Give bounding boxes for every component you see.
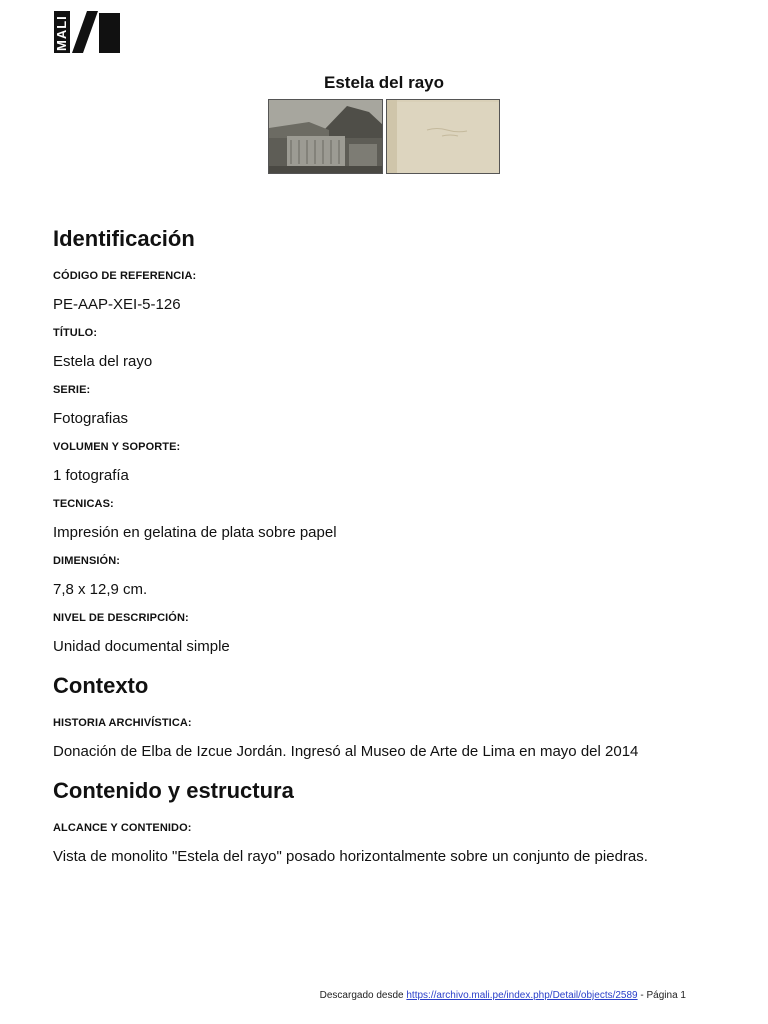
- field-value-nivel: Unidad documental simple: [53, 638, 230, 655]
- field-label-codigo: CÓDIGO DE REFERENCIA:: [53, 270, 197, 282]
- document-title: Estela del rayo: [323, 73, 444, 92]
- logo-text: MALI: [54, 15, 69, 51]
- source-link[interactable]: https://archivo.mali.pe/index.php/Detail/objects/2589: [406, 990, 638, 1001]
- field-value-serie: Fotografias: [53, 410, 129, 427]
- field-label-dimension: DIMENSIÓN:: [53, 555, 120, 567]
- field-value-historia: Donación de Elba de Izcue Jordán. Ingresó al Museo de Arte de Lima en mayo del 2014: [53, 743, 639, 760]
- footer-page-number: - Página 1: [640, 990, 686, 1001]
- field-label-tecnicas: TECNICAS:: [53, 498, 114, 510]
- section-heading-identificacion: Identificación: [53, 226, 195, 251]
- field-label-nivel: NIVEL DE DESCRIPCIÓN:: [53, 612, 189, 624]
- mali-logo[interactable]: [54, 11, 120, 53]
- photo-front-thumbnail[interactable]: [268, 99, 383, 174]
- photo-back-thumbnail[interactable]: [386, 99, 500, 174]
- field-value-titulo: Estela del rayo: [53, 353, 153, 370]
- field-label-volumen: VOLUMEN Y SOPORTE:: [53, 441, 181, 453]
- field-value-dimension: 7,8 x 12,9 cm.: [53, 581, 148, 598]
- section-heading-contexto: Contexto: [53, 673, 149, 698]
- footer-prefix: Descargado desde: [319, 990, 404, 1001]
- field-value-alcance: Vista de monolito "Estela del rayo" posado horizontalmente sobre un conjunto de piedras.: [53, 848, 648, 865]
- page-footer: [320, 990, 686, 1001]
- thumbnail-strip: [268, 99, 500, 174]
- field-label-alcance: ALCANCE Y CONTENIDO:: [53, 822, 192, 834]
- field-value-volumen: 1 fotografía: [53, 467, 129, 484]
- field-value-codigo: PE-AAP-XEI-5-126: [53, 296, 181, 313]
- record-content: [53, 226, 733, 865]
- field-label-serie: SERIE:: [53, 384, 91, 396]
- section-heading-contenido: Contenido y estructura: [53, 778, 294, 803]
- field-label-historia: HISTORIA ARCHIVÍSTICA:: [53, 717, 192, 729]
- field-label-titulo: TÍTULO:: [53, 327, 98, 339]
- field-value-tecnicas: Impresión en gelatina de plata sobre papel: [53, 524, 337, 541]
